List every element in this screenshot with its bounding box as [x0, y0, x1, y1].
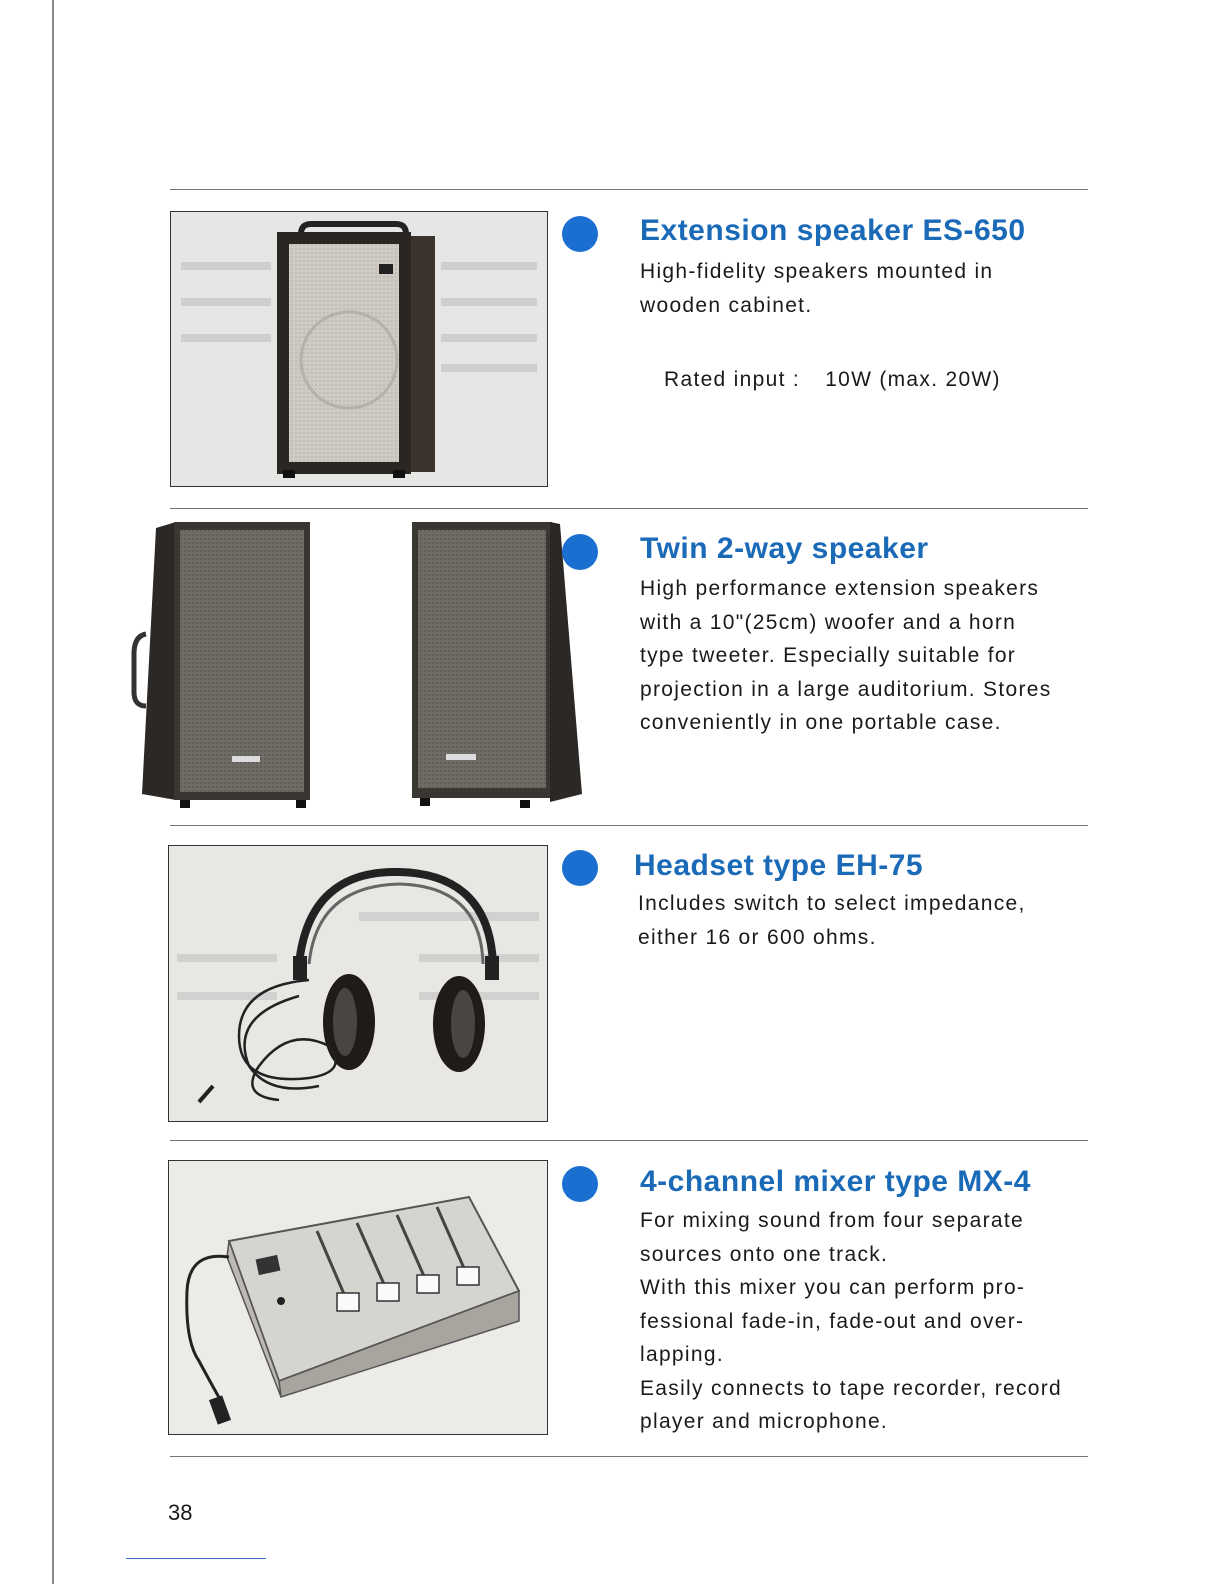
description-line: sources onto one track. [640, 1242, 889, 1266]
description-line: High performance extension speakers [640, 577, 1040, 600]
product-title: Headset type EH-75 [634, 849, 924, 882]
bullet-marker [562, 850, 598, 886]
section-divider [170, 825, 1088, 826]
product-title: 4-channel mixer type MX-4 [640, 1165, 1031, 1198]
section-divider [170, 1140, 1088, 1141]
spec-label: Rated input : [664, 368, 800, 391]
section-divider [170, 508, 1088, 509]
headset-photo [168, 845, 548, 1122]
description-line: With this mixer you can perform pro- [640, 1276, 1026, 1299]
section-divider [170, 1456, 1088, 1457]
description-line: For mixing sound from four separate [640, 1209, 1024, 1232]
description-line: conveniently in one portable case. [640, 711, 1002, 734]
description-line: type tweeter. Especially suitable for [640, 644, 1017, 667]
product-title: Extension speaker ES-650 [640, 214, 1026, 247]
product-description [640, 1204, 1086, 1439]
description-line: fessional fade-in, fade-out and over- [640, 1309, 1025, 1333]
bullet-marker [562, 1166, 598, 1202]
description-line: Easily connects to tape recorder, record [640, 1376, 1063, 1400]
description-line: wooden cabinet. [640, 293, 813, 317]
product-description [638, 887, 1084, 954]
description-line: High-fidelity speakers mounted in [640, 260, 994, 283]
spec-value: 10W (max. 20W) [825, 368, 1001, 391]
bottom-edge-mark [126, 1558, 266, 1559]
product-title: Twin 2-way speaker [640, 532, 929, 565]
description-line: projection in a large auditorium. Stores [640, 677, 1052, 701]
description-line: Includes switch to select impedance, [638, 892, 1026, 915]
product-description [640, 255, 1086, 322]
page-number: 38 [168, 1500, 193, 1525]
description-line: either 16 or 600 ohms. [638, 925, 877, 949]
twin-speaker-photo [128, 514, 584, 814]
description-line: lapping. [640, 1343, 724, 1366]
extension-speaker-photo [170, 211, 548, 487]
mixer-photo [168, 1160, 548, 1435]
description-line: with a 10"(25cm) woofer and a horn [640, 610, 1017, 634]
rated-input-spec [664, 368, 1001, 392]
bullet-marker [562, 534, 598, 570]
section-divider [170, 189, 1088, 190]
bullet-marker [562, 216, 598, 252]
product-description [640, 572, 1086, 740]
description-line: player and microphone. [640, 1410, 889, 1433]
page-binding-line [52, 0, 54, 1584]
